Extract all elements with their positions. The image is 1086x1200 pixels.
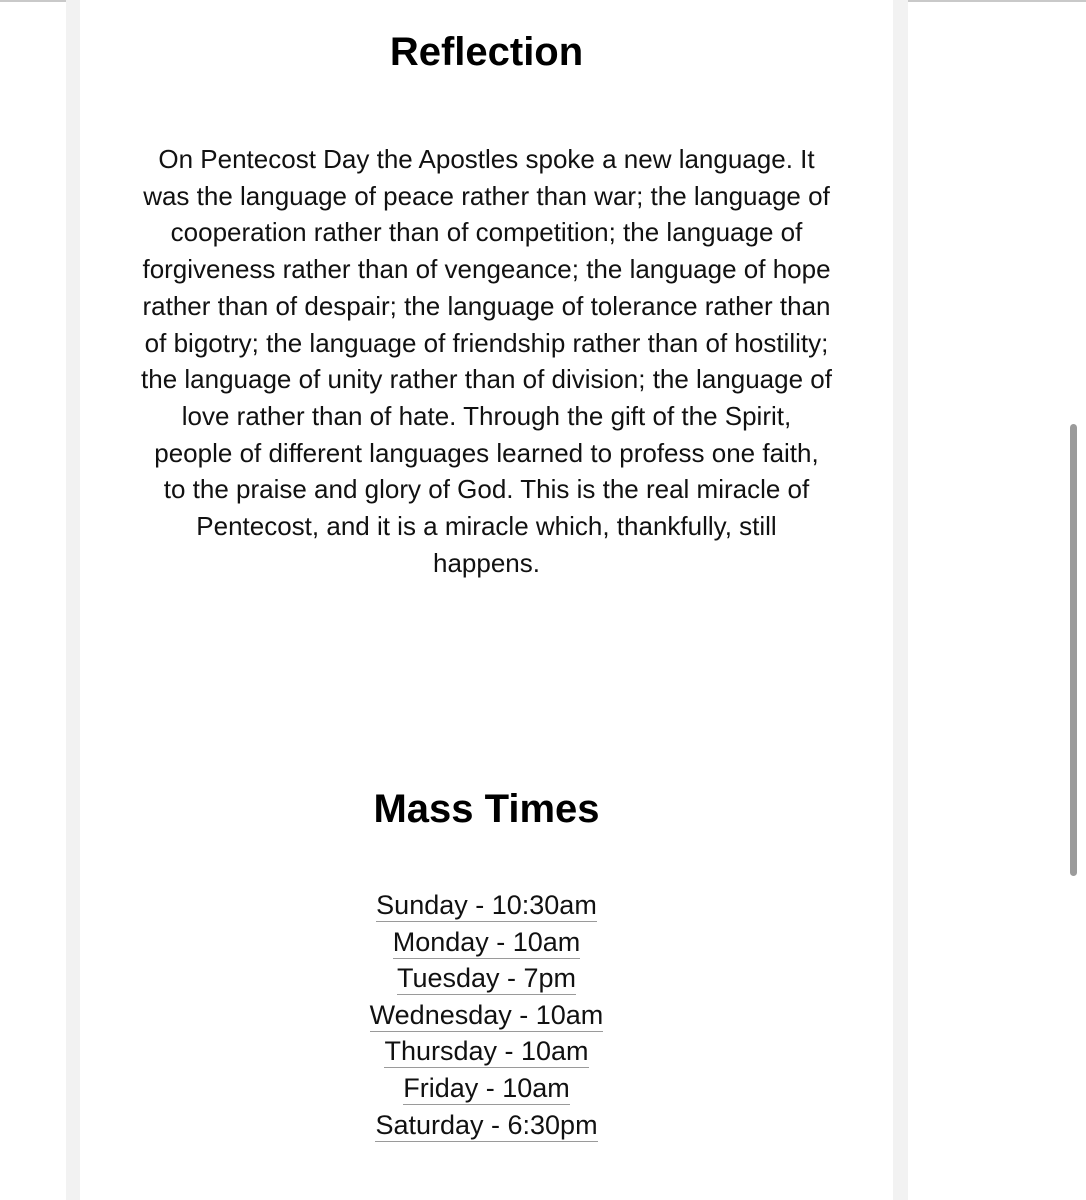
mass-time-item — [80, 1107, 893, 1144]
mass-time-link-saturday[interactable]: Saturday - 6:30pm — [375, 1109, 598, 1140]
mass-time-link-tuesday[interactable]: Tuesday - 7pm — [396, 963, 577, 994]
mass-time-item — [80, 997, 893, 1034]
left-gutter — [66, 0, 80, 1200]
mass-time-link-monday[interactable]: Monday - 10am — [392, 926, 581, 957]
mass-time-link-friday[interactable]: Friday - 10am — [403, 1072, 570, 1103]
mass-time-link-wednesday[interactable]: Wednesday - 10am — [369, 999, 604, 1030]
mass-time-item — [80, 1033, 893, 1070]
main-content — [80, 0, 893, 1200]
mass-times-list — [80, 887, 893, 1143]
mass-time-link-thursday[interactable]: Thursday - 10am — [384, 1036, 589, 1067]
mass-time-item — [80, 960, 893, 997]
mass-time-link-sunday[interactable]: Sunday - 10:30am — [376, 890, 597, 920]
reflection-body: On Pentecost Day the Apostles spoke a new language. It was the language of peace rather than war; the language of cooperation rather than of competition; the language of forgiveness rather than of vengeance; the language of hope rather than of despair; the language of tolerance rather than of bigotry; the language of friendship rather than of hostility; the language of unity rather than of division; the language of love rather than of hate. Through the gift of the Spirit, people of different languages learned to profess one faith, to the praise and glory of God. This is the real miracle of Pentecost, and it is a miracle which, thankfully, still happens. — [141, 144, 832, 578]
mass-time-item — [80, 1070, 893, 1107]
mass-time-item — [80, 887, 893, 924]
vertical-scrollbar-thumb[interactable] — [1070, 424, 1077, 876]
right-gutter — [893, 0, 908, 1200]
mass-times-title: Mass Times — [373, 787, 600, 831]
reflection-title: Reflection — [389, 30, 584, 74]
mass-time-item — [80, 924, 893, 961]
